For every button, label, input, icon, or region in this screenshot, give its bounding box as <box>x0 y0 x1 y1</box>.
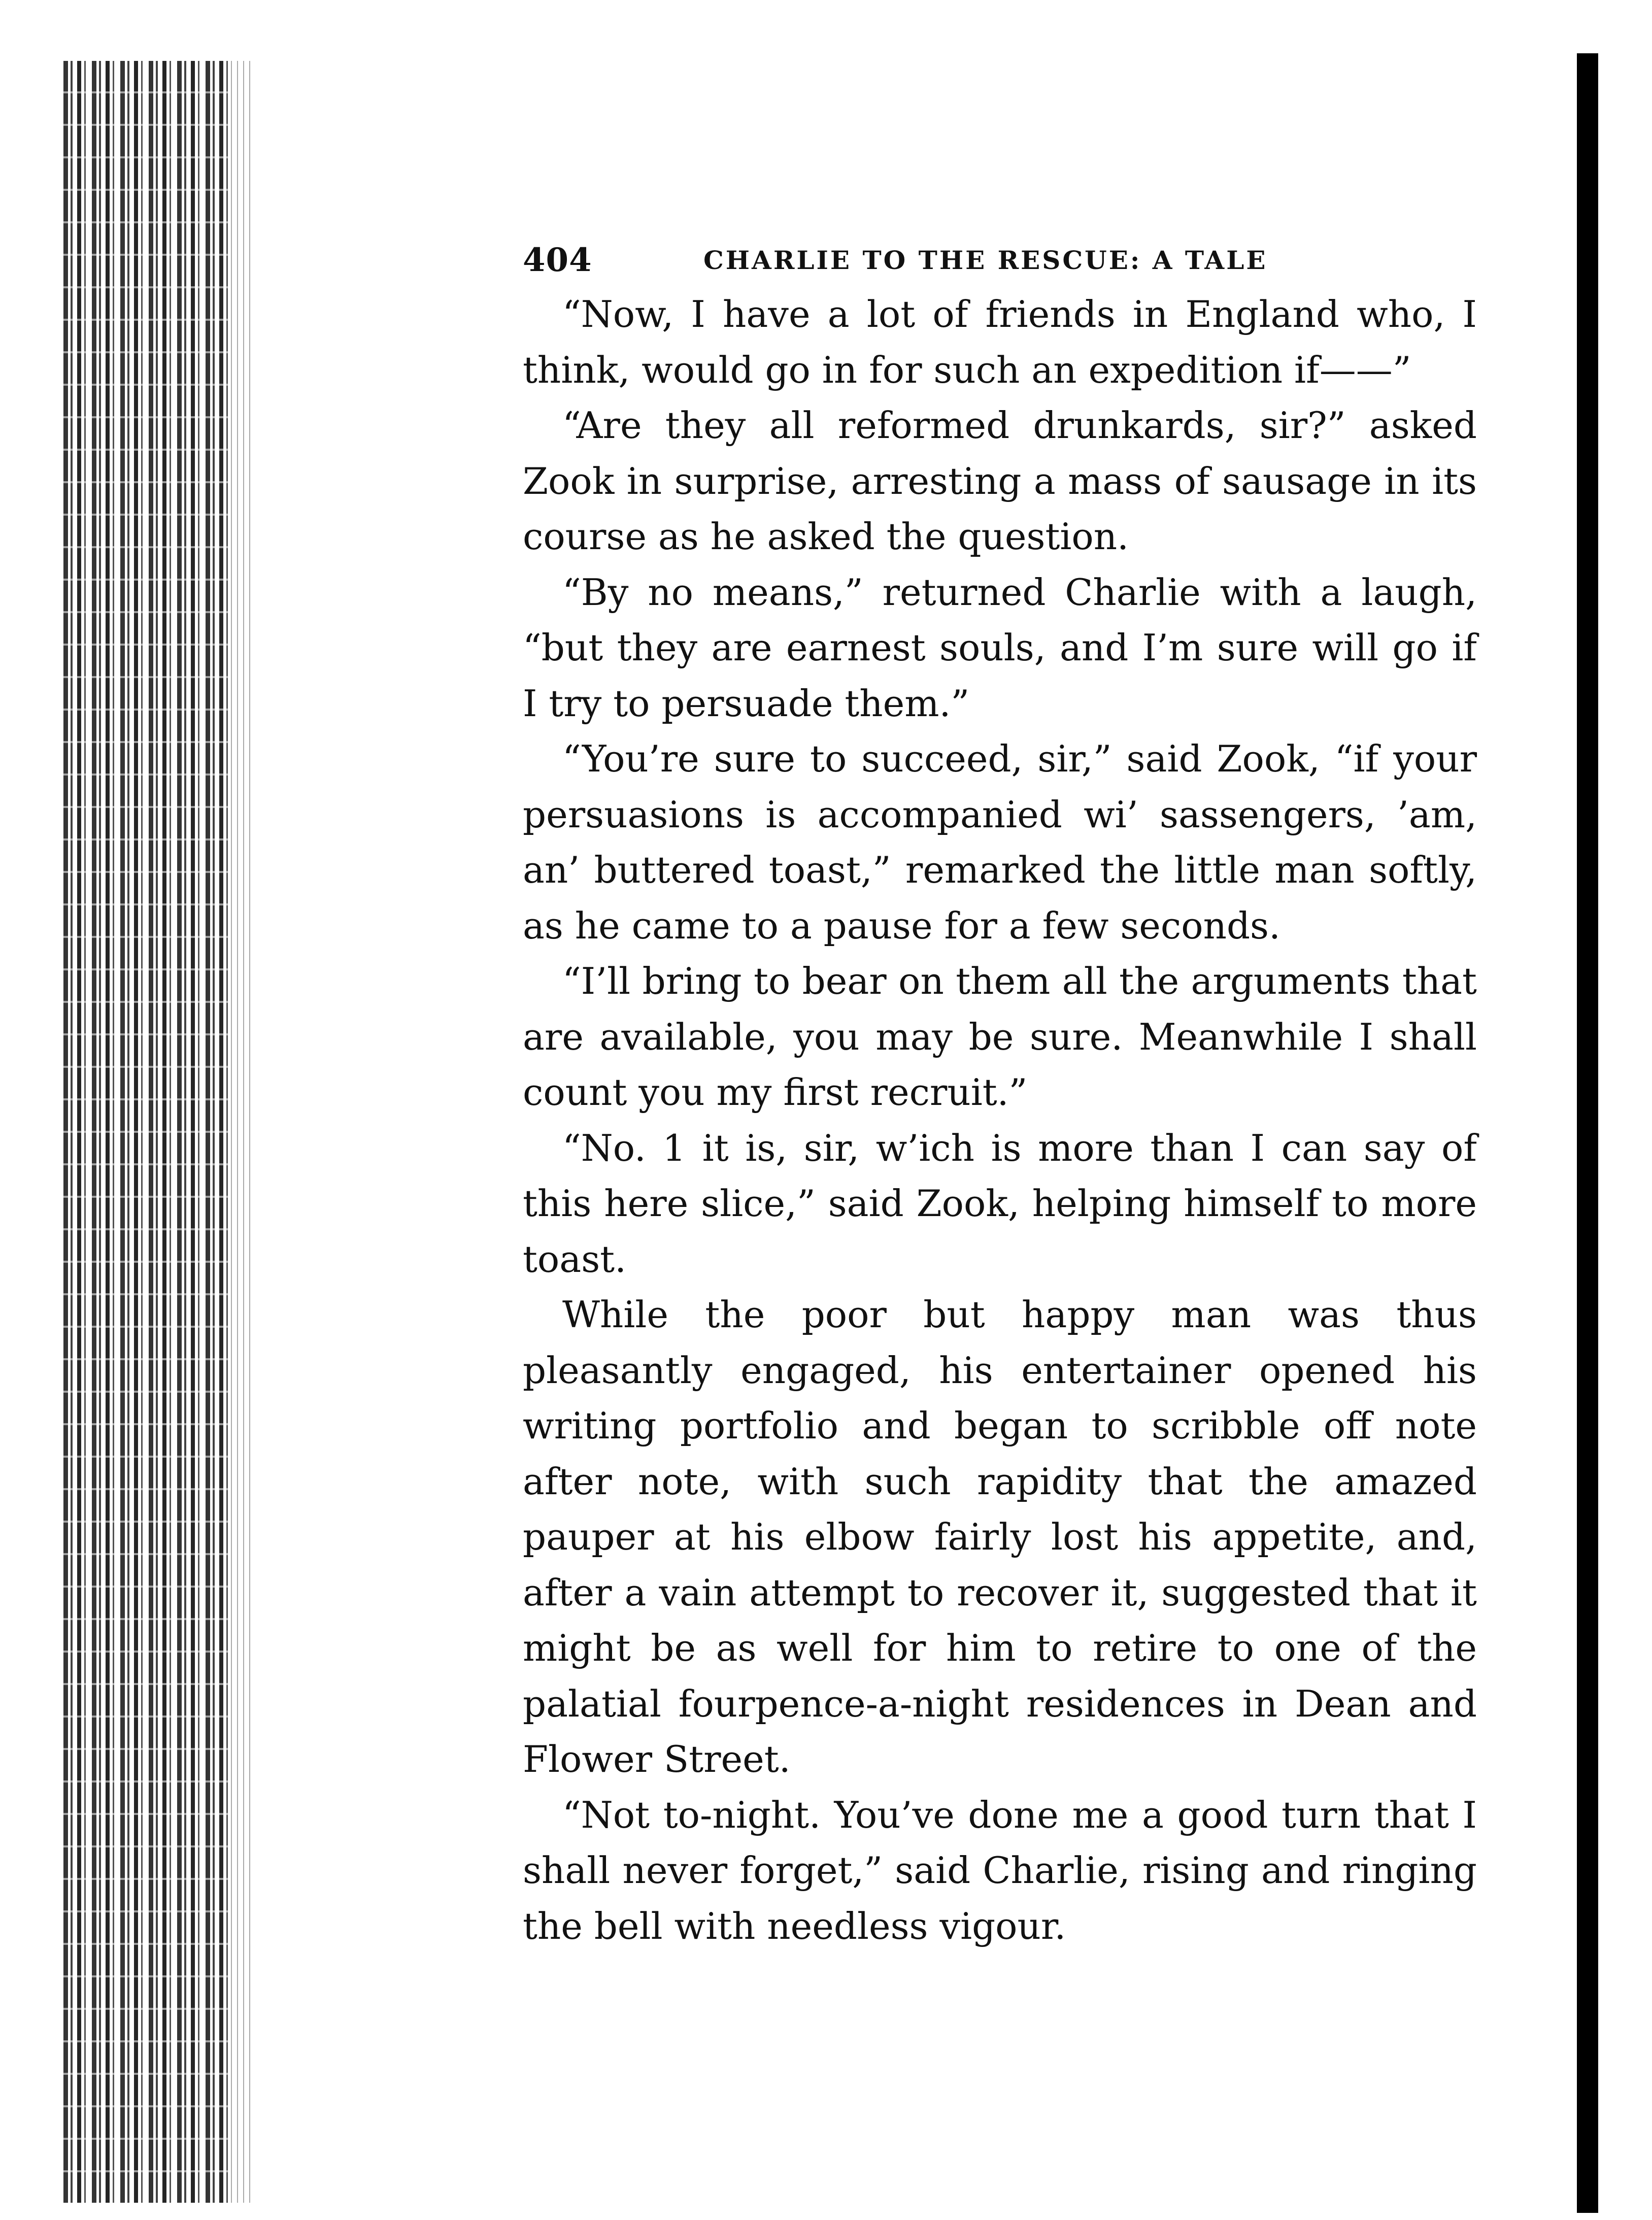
running-head <box>523 231 1477 287</box>
page-number: 404 <box>523 241 592 279</box>
paragraph: “Not to-night. You’ve done me a good turn that I shall never forget,” said Charlie, rising and ringing the bell with needless vigour. <box>523 1793 1477 1947</box>
binding-gutter-edge <box>231 61 251 2203</box>
paragraph: “No. 1 it is, sir, w’ich is more than I can say of this here slice,” said Zook, helping himself to more toast. <box>523 1126 1477 1281</box>
paragraph: “Now, I have a lot of friends in England who, I think, would go in for such an expedition if——” <box>523 293 1477 391</box>
book-page <box>523 231 1477 1954</box>
paragraph: “Are they all reformed drunkards, sir?” asked Zook in surprise, arresting a mass of sausage in its course as he asked the question. <box>523 404 1477 558</box>
running-title: CHARLIE TO THE RESCUE: A TALE <box>703 245 1268 275</box>
paragraph: “I’ll bring to bear on them all the arguments that are available, you may be sure. Meanwhile I shall count you my first recruit.” <box>523 960 1477 1114</box>
paragraph: “You’re sure to succeed, sir,” said Zook, “if your persuasions is accompanied wi’ sassengers, ’am, an’ buttered toast,” remarked the little man softly, as he came to a pause for a few seconds. <box>523 737 1477 947</box>
binding-gutter-scan <box>63 61 231 2203</box>
paragraph: While the poor but happy man was thus pleasantly engaged, his entertainer opened his writing portfolio and began to scribble off note after note, with such rapidity that the amazed pauper at his elbow fairly lost his appetite, and, after a vain attempt to recover it, suggested that it might be as well for him to retire to one of the palatial fourpence-a-night residences in Dean and Flower Street. <box>523 1293 1477 1780</box>
paragraph: “By no means,” returned Charlie with a laugh, “but they are earnest souls, and I’m sure will go if I try to persuade them.” <box>523 570 1477 725</box>
page-edge-bar <box>1577 53 1598 2213</box>
